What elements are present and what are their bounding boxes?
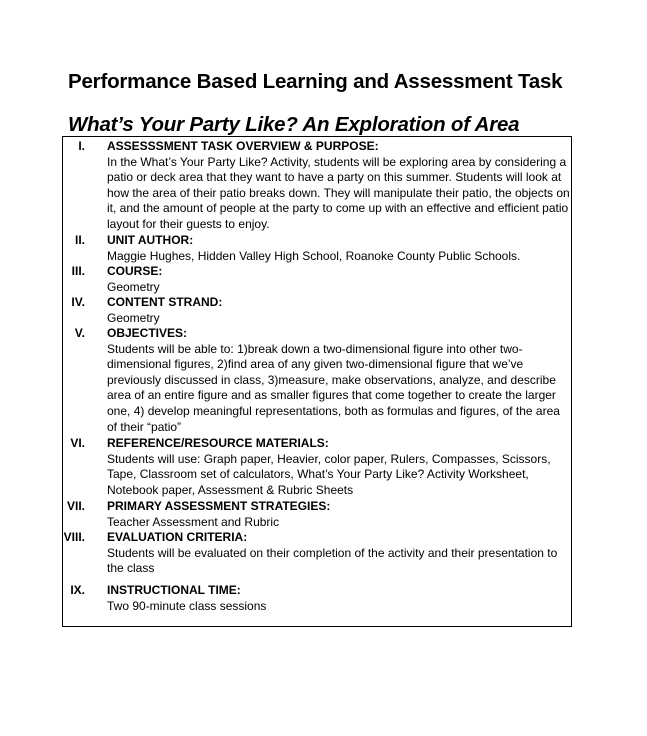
section-body: Students will be evaluated on their completion of the activity and their presentation to the class [107,545,558,576]
section-number: I. [78,139,85,153]
section-number: V. [74,326,85,340]
section-body: Maggie Hughes, Hidden Valley High School, Roanoke County Public Schools. [107,248,521,263]
document-title: Performance Based Learning and Assessment Task [68,70,563,93]
section-number: IX. [70,583,85,597]
section-body: Students will use: Graph paper, Heavier, color paper, Rulers, Compasses, Scissors, Tape, Classroom set of calculators, What’s Your Party Like? Activity Worksheet, Notebook paper, Assessment & Rubric Sheets [107,451,551,497]
section-heading: OBJECTIVES: [107,326,188,340]
document-subtitle: What’s Your Party Like? An Exploration of Area [68,113,520,136]
section-number: VII. [66,499,85,513]
section-heading: COURSE: [107,264,163,278]
section-number: II. [74,233,85,247]
section-heading: PRIMARY ASSESSMENT STRATEGIES: [107,499,331,513]
section-body: In the What’s Your Party Like? Activity, students will be exploring area by considering a patio or deck area that they want to have a party on this summer. Students will look at how the area of their patio breaks down. They will manipulate their patio, the objects on it, and the amount of people at the party to come up with an effective and efficient patio layout for their guests to enjoy. [107,154,570,231]
section-heading: CONTENT STRAND: [107,295,223,309]
section-number: VI. [70,436,85,450]
section-body: Geometry [107,279,160,294]
section-number: VIII. [63,530,85,544]
section-body: Teacher Assessment and Rubric [107,514,280,529]
section-heading: UNIT AUTHOR: [107,233,194,247]
section-body: Students will be able to: 1)break down a two-dimensional figure into other two-dimensional figures, 2)find area of any given two-dimensional figure that we’ve previously discussed in class, 3)measure, make observations, analyze, and describe area of an entire figure and as smaller figures that come together to create the larger one, 4) develop meaningful representations, both as formulas and figures, of the area of their “patio” [107,341,560,434]
section-body: Two 90-minute class sessions [107,598,267,613]
section-number: IV. [71,295,85,309]
section-heading: EVALUATION CRITERIA: [107,530,248,544]
section-heading: ASSESSSMENT TASK OVERVIEW & PURPOSE: [107,139,379,153]
section-heading: INSTRUCTIONAL TIME: [107,583,241,597]
section-heading: REFERENCE/RESOURCE MATERIALS: [107,436,329,450]
section-body: Geometry [107,310,160,325]
task-outline-box [62,136,572,627]
section-number: III. [71,264,85,278]
